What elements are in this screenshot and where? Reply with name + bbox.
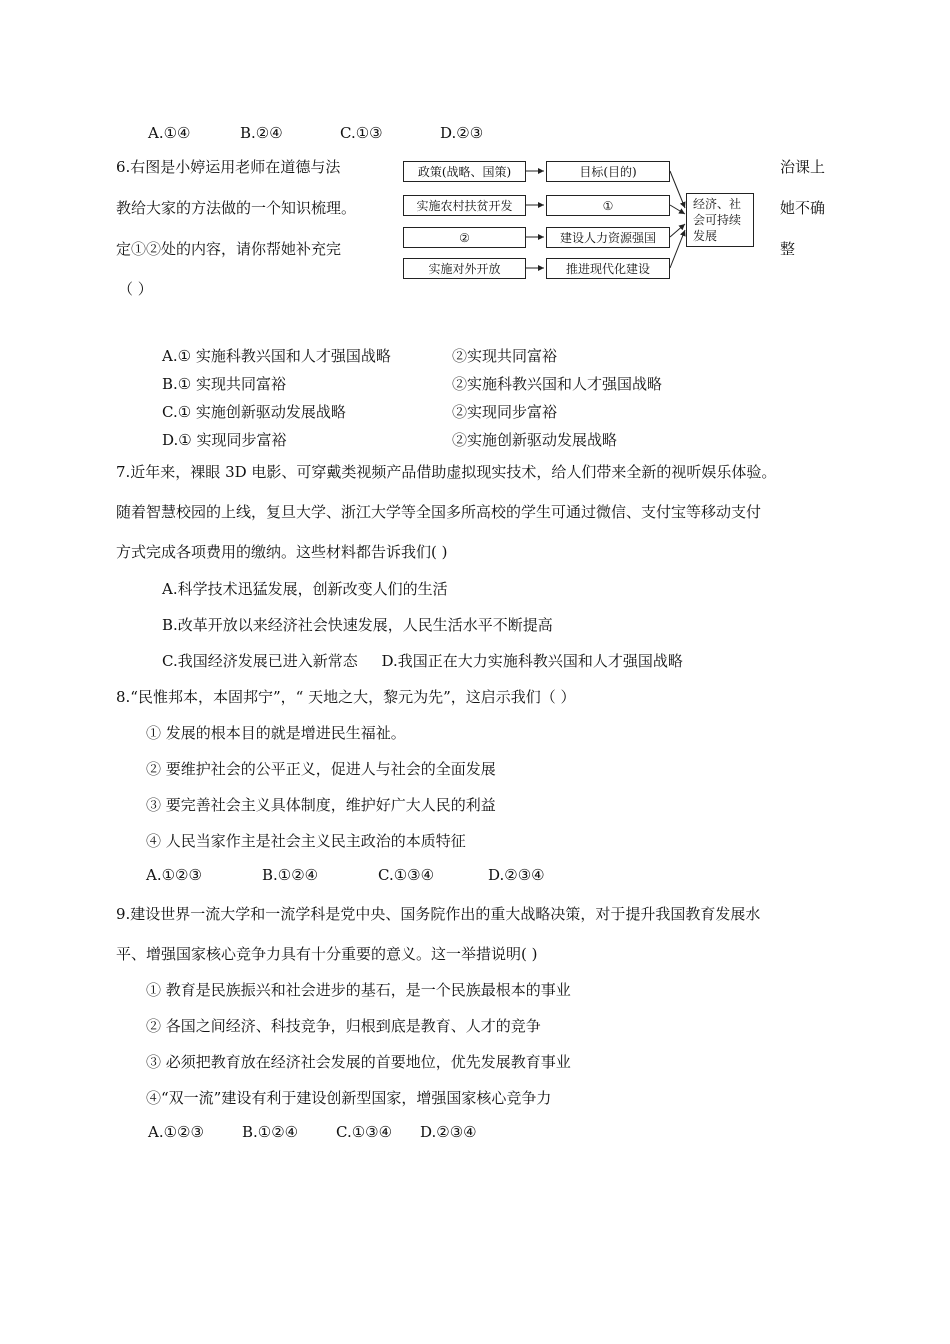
q6-option-b (162, 373, 662, 394)
q6-option-a-part1: A.① 实施科教兴国和人才强国战略 (162, 347, 391, 365)
q7-stem-line2: 随着智慧校园的上线，复旦大学、浙江大学等全国多所高校的学生可通过微信、支付宝等移动支付 (116, 503, 762, 521)
q8-option-a: A.①②③ (146, 866, 202, 884)
q9-item-1: ① 教育是民族振兴和社会进步的基石，是一个民族最根本的事业 (146, 981, 571, 999)
q6-option-b-part2: ②实施科教兴国和人才强国战略 (452, 375, 663, 393)
q7-option-cd: C.我国经济发展已进入新常态 D.我国正在大力实施科教兴国和人才强国战略 (162, 652, 683, 670)
q6-answer-paren: （ ） (118, 280, 153, 298)
q8-option-c: C.①③④ (378, 866, 435, 884)
q9-options (148, 1123, 477, 1141)
q8-option-b: B.①②④ (262, 866, 319, 884)
diagram-left-box-3: ② (403, 227, 526, 248)
q9-option-b: B.①②④ (242, 1123, 299, 1141)
q8-options (146, 866, 545, 884)
q7-stem-line1: 7.近年来，裸眼 3D 电影、可穿戴类视频产品借助虚拟现实技术，给人们带来全新的视听娱乐体验。 (116, 463, 777, 481)
q8-item-4: ④ 人民当家作主是社会主义民主政治的本质特征 (146, 832, 466, 850)
diagram-left-box-1: 政策(战略、国策) (403, 161, 526, 182)
q6-stem-line3: 定①②处的内容，请你帮她补充完 (116, 240, 342, 258)
diagram-result-box: 经济、社会可持续发展 (686, 193, 754, 247)
q6-stem-line3-right: 整 (780, 240, 796, 258)
q8-stem: 8.“民惟邦本，本固邦宁”，“ 天地之大，黎元为先”，这启示我们（ ） (116, 688, 576, 706)
q8-item-1: ① 发展的根本目的就是增进民生福祉。 (146, 724, 406, 742)
q9-item-3: ③ 必须把教育放在经济社会发展的首要地位，优先发展教育事业 (146, 1053, 571, 1071)
q9-stem-line1: 9.建设世界一流大学和一流学科是党中央、国务院作出的重大战略决策，对于提升我国教育发展水 (116, 905, 761, 923)
diagram-mid-box-2: ① (546, 195, 670, 216)
q7-option-b: B.改革开放以来经济社会快速发展，人民生活水平不断提高 (162, 616, 553, 634)
q5-option-a: A.①④ (148, 124, 191, 142)
diagram-mid-box-3: 建设人力资源强国 (546, 227, 670, 248)
q9-option-c: C.①③④ (336, 1123, 393, 1141)
q6-option-c-part2: ②实现同步富裕 (452, 403, 558, 421)
q8-item-3: ③ 要完善社会主义具体制度，维护好广大人民的利益 (146, 796, 496, 814)
q6-option-a (162, 345, 557, 366)
q6-option-d (162, 429, 617, 450)
q9-item-2: ② 各国之间经济、科技竞争，归根到底是教育、人才的竞争 (146, 1017, 541, 1035)
diagram-left-box-2: 实施农村扶贫开发 (403, 195, 526, 216)
q6-option-a-part2: ②实现共同富裕 (452, 347, 558, 365)
q5-options (148, 124, 483, 142)
q7-option-a: A.科学技术迅猛发展，创新改变人们的生活 (162, 580, 448, 598)
q6-stem-line2: 教给大家的方法做的一个知识梳理。 (116, 199, 357, 217)
q7-stem-line3: 方式完成各项费用的缴纳。这些材料都告诉我们( ) (116, 543, 448, 561)
diagram-mid-box-1: 目标(目的) (546, 161, 670, 182)
q6-option-c (162, 401, 557, 422)
q5-option-b: B.②④ (240, 124, 283, 142)
q6-option-d-part1: D.① 实现同步富裕 (162, 431, 287, 449)
q6-stem-line1: 6.右图是小婷运用老师在道德与法 (116, 158, 341, 176)
diagram-left-box-4: 实施对外开放 (403, 258, 526, 279)
q6-option-c-part1: C.① 实施创新驱动发展战略 (162, 403, 346, 421)
q8-option-d: D.②③④ (488, 866, 545, 884)
q9-item-4: ④“双一流”建设有利于建设创新型国家，增强国家核心竞争力 (146, 1089, 552, 1107)
q9-option-a: A.①②③ (148, 1123, 204, 1141)
q6-option-b-part1: B.① 实现共同富裕 (162, 375, 287, 393)
q5-option-d: D.②③ (440, 124, 484, 142)
q9-option-d: D.②③④ (420, 1123, 477, 1141)
diagram-mid-box-4: 推进现代化建设 (546, 258, 670, 279)
q9-stem-line2: 平、增强国家核心竞争力具有十分重要的意义。这一举措说明( ) (116, 945, 538, 963)
q5-option-c: C.①③ (340, 124, 383, 142)
q6-option-d-part2: ②实施创新驱动发展战略 (452, 431, 618, 449)
q8-item-2: ② 要维护社会的公平正义，促进人与社会的全面发展 (146, 760, 496, 778)
q6-stem-line1-right: 治课上 (780, 158, 826, 176)
q6-stem-line2-right: 她不确 (780, 199, 826, 217)
